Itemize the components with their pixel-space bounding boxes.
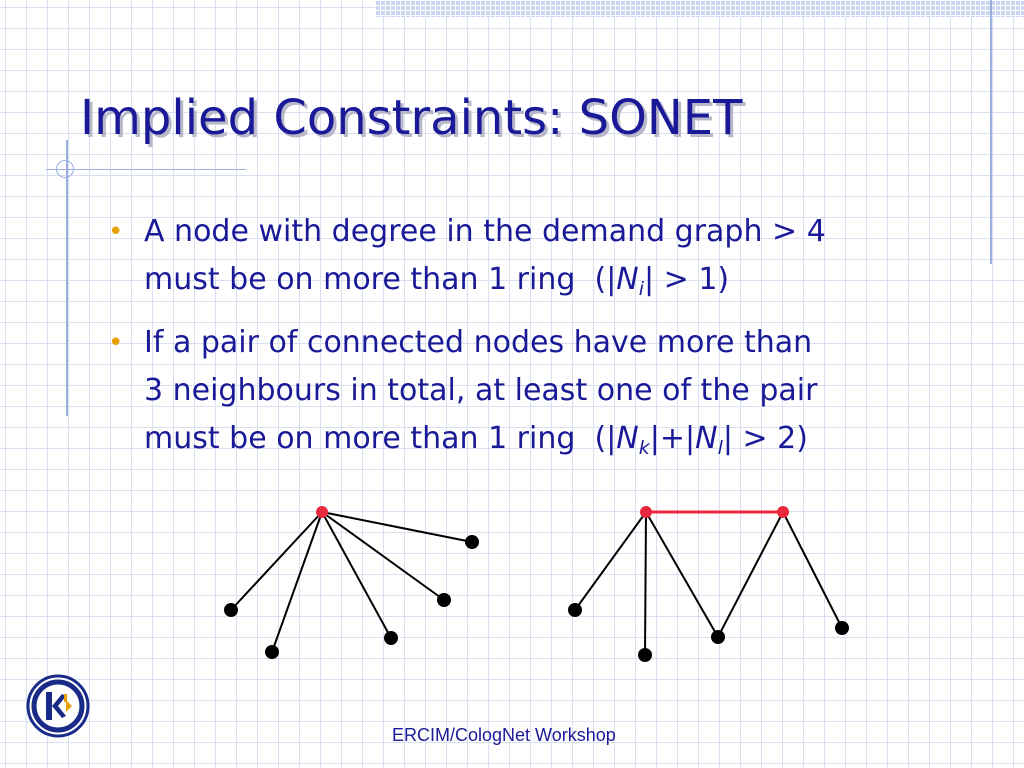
graph-edge <box>575 512 646 610</box>
highlighted-node <box>777 506 789 518</box>
bullet-dot-icon: • <box>108 217 124 247</box>
graph-node <box>384 631 398 645</box>
graph-node <box>638 648 652 662</box>
graph-edge <box>646 512 718 637</box>
bullet-text-line: must be on more than 1 ring (| <box>144 421 617 456</box>
graph-edge <box>645 512 646 655</box>
math-variable: N <box>616 421 639 456</box>
math-subscript: k <box>638 437 650 459</box>
graph-edge <box>322 512 391 638</box>
organization-logo-icon <box>26 674 90 738</box>
bullet-dot-icon: • <box>108 328 124 358</box>
bullet-text-line: 3 neighbours in total, at least one of the pair <box>144 373 818 408</box>
graph-node <box>265 645 279 659</box>
graph-node <box>711 630 725 644</box>
bullet-text-line: | > 2) <box>722 421 808 456</box>
graph-node <box>437 593 451 607</box>
slide-title: Implied Constraints: SONET <box>80 90 743 146</box>
graph-edge <box>718 512 783 637</box>
footer-text: ERCIM/CologNet Workshop <box>392 725 616 745</box>
graph-edge <box>783 512 842 628</box>
math-subscript: l <box>717 437 723 459</box>
bullet-text-line: | > 1) <box>644 262 730 297</box>
high-degree-node-graph <box>224 506 479 659</box>
graph-node <box>224 603 238 617</box>
bullet-text-line: If a pair of connected nodes have more than <box>144 325 813 360</box>
bullet-text-line: must be on more than 1 ring (| <box>144 262 617 297</box>
highlighted-node <box>316 506 328 518</box>
graph-node <box>835 621 849 635</box>
graph-edge <box>231 512 322 610</box>
connected-pair-graph <box>568 506 849 662</box>
graph-edge <box>272 512 322 652</box>
graph-node <box>568 603 582 617</box>
math-variable: N <box>695 421 718 456</box>
highlighted-node <box>640 506 652 518</box>
math-variable: N <box>616 262 639 297</box>
bullet-text-line: |+| <box>649 421 696 456</box>
math-subscript: i <box>638 278 645 300</box>
bullet-text-line: A node with degree in the demand graph > 4 <box>144 214 826 249</box>
graph-node <box>465 535 479 549</box>
